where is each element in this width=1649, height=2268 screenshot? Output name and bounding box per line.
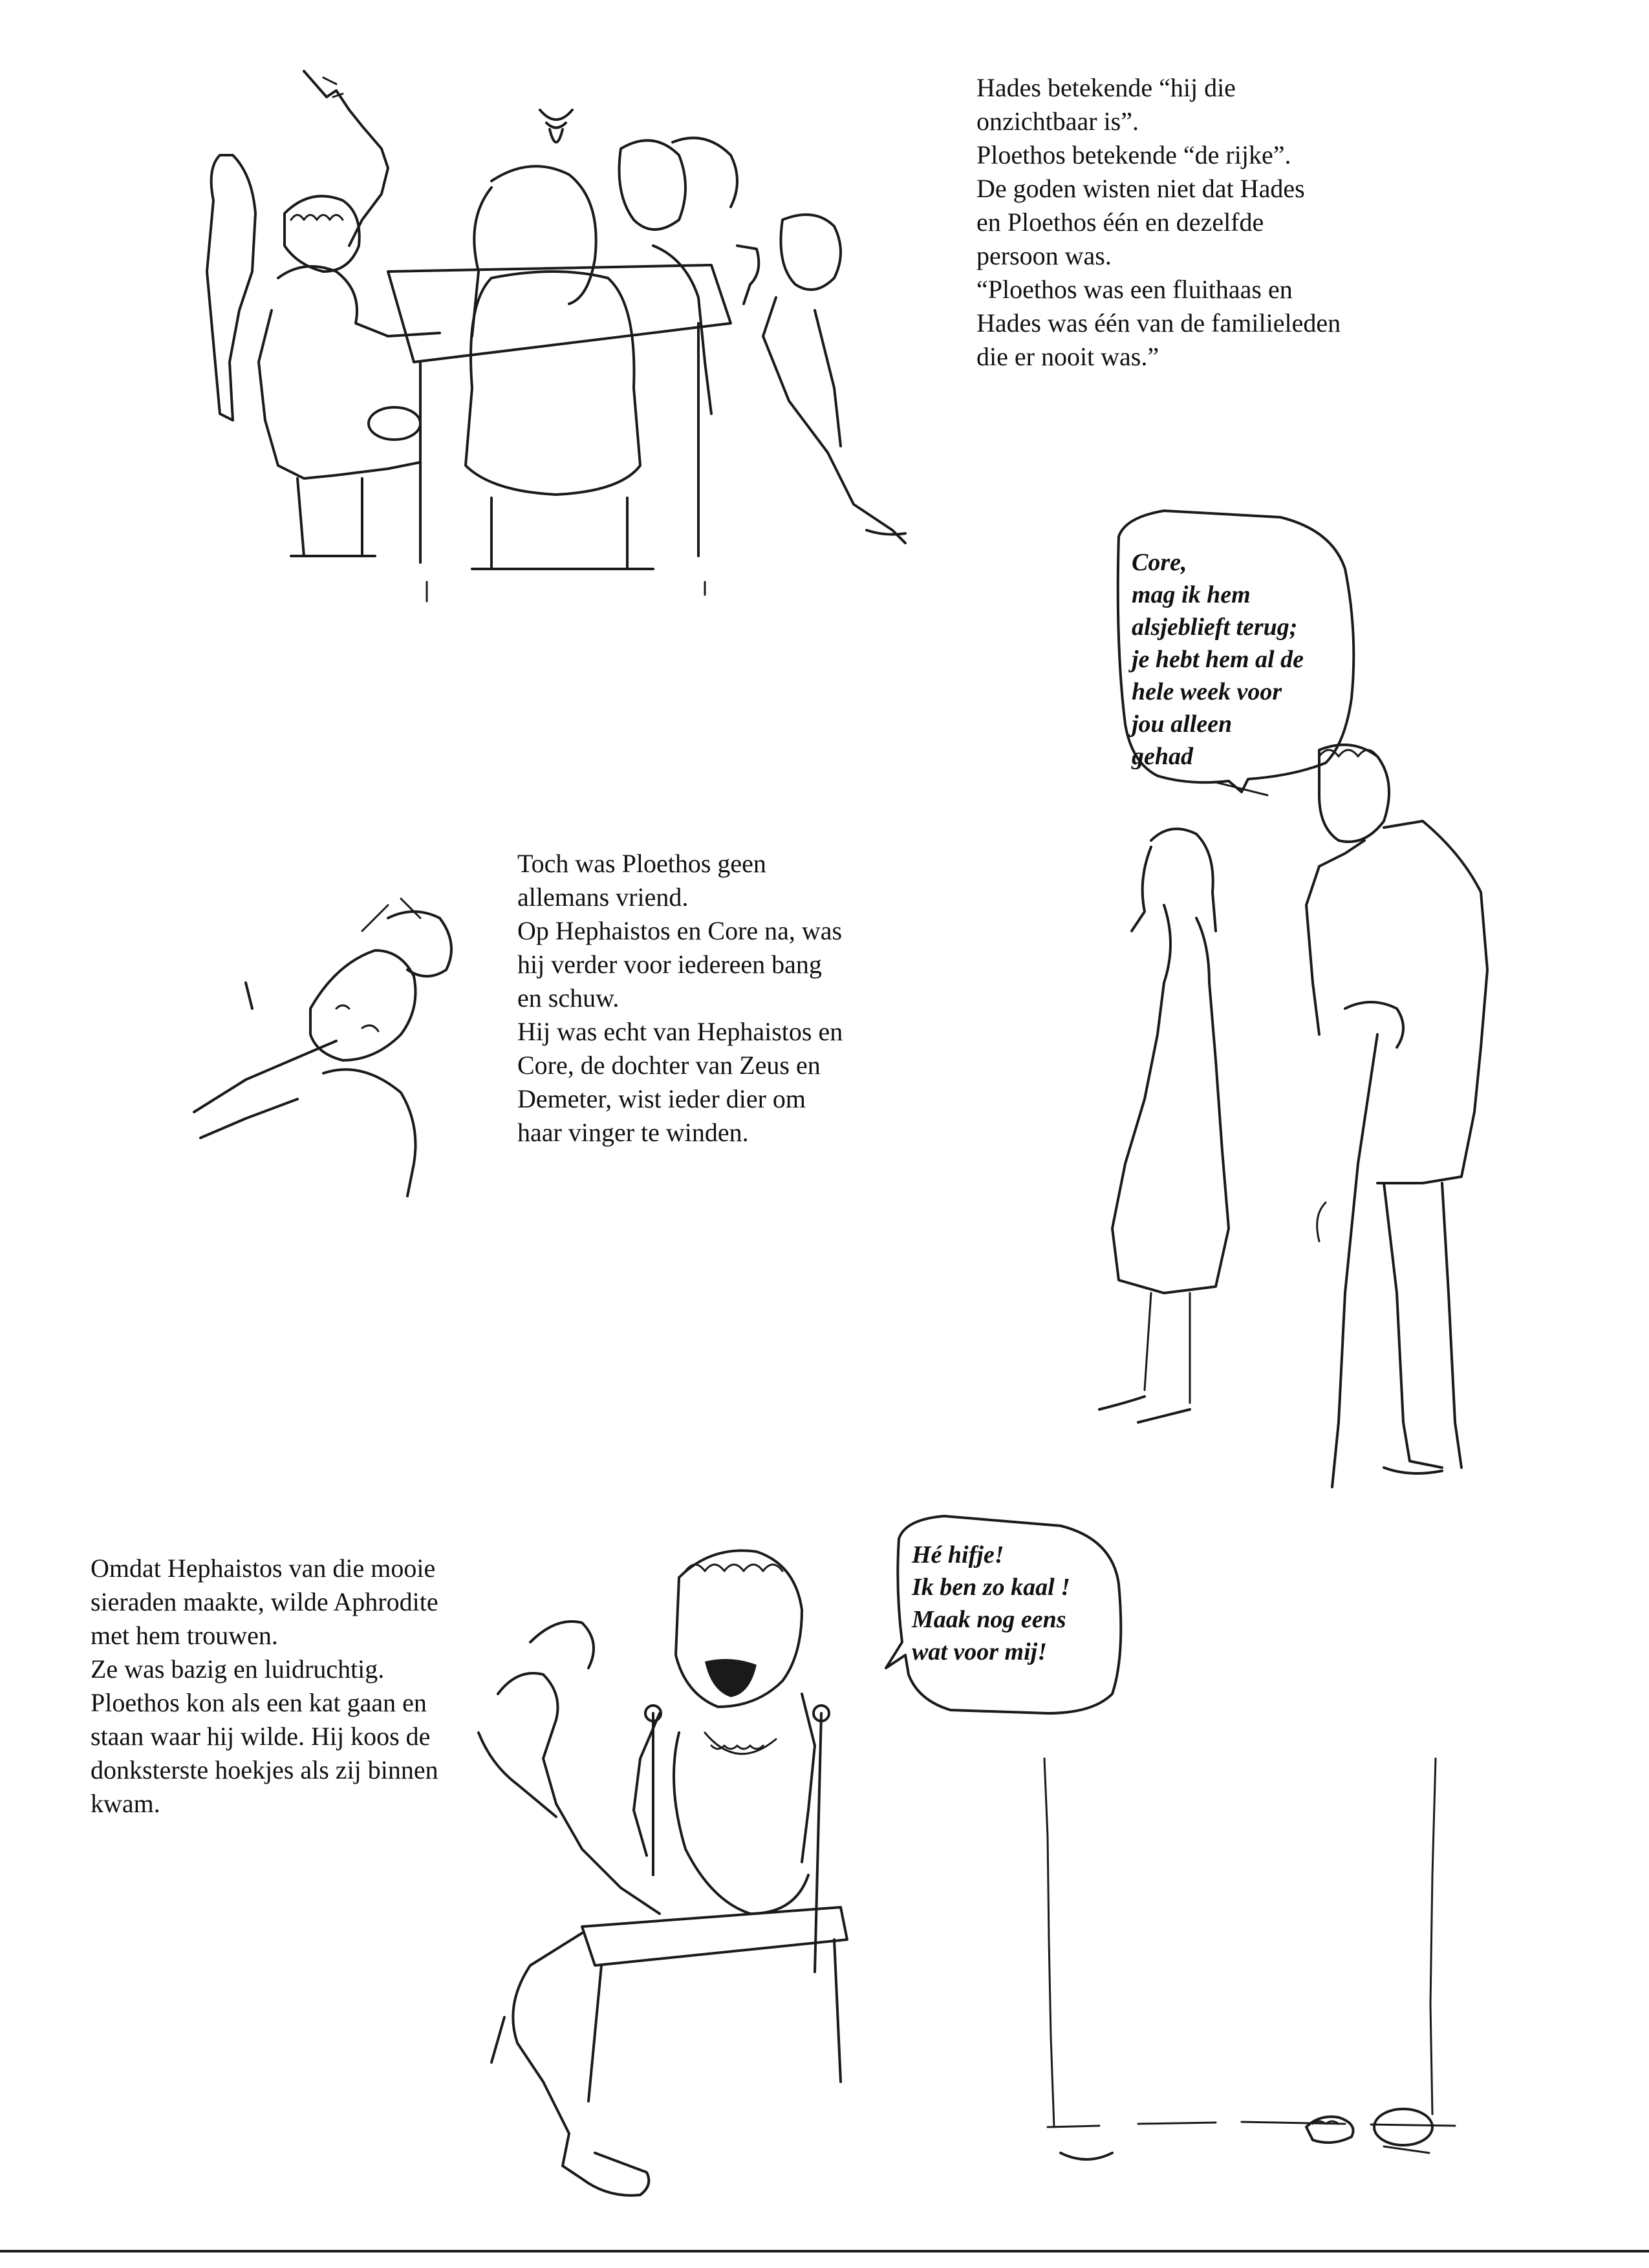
caption-line: Ze was bazig en luidruchtig. bbox=[91, 1654, 385, 1684]
caption-line: staan waar hij wilde. Hij koos de bbox=[91, 1722, 431, 1751]
caption-line: Core, de dochter van Zeus en bbox=[517, 1051, 821, 1080]
caption-line: Demeter, wist ieder dier om bbox=[517, 1084, 806, 1113]
caption-line: Op Hephaistos en Core na, was bbox=[517, 916, 843, 945]
speech-line: wat voor mij! bbox=[912, 1638, 1048, 1665]
hand-holding-ploethos-drawing bbox=[194, 899, 451, 1196]
caption-line: Hades betekende “hij die bbox=[976, 73, 1236, 102]
caption-line: De goden wisten niet dat Hades bbox=[976, 174, 1305, 203]
caption-line: kwam. bbox=[91, 1789, 160, 1818]
speech-line: mag ik hem bbox=[1132, 581, 1251, 608]
core-and-hephaistos-drawing bbox=[1099, 745, 1487, 1487]
caption-line: hij verder voor iedereen bang bbox=[517, 950, 822, 979]
caption-line: Ploethos kon als een kat gaan en bbox=[91, 1688, 427, 1717]
caption-line: donksterste hoekjes als zij binnen bbox=[91, 1755, 438, 1784]
speech-line: Core, bbox=[1132, 549, 1187, 576]
speech-line: alsjeblieft terug; bbox=[1132, 614, 1298, 641]
caption-line: en Ploethos één en dezelfde bbox=[976, 208, 1264, 237]
caption-line: met hem trouwen. bbox=[91, 1621, 278, 1650]
caption-line: Hij was echt van Hephaistos en bbox=[517, 1017, 843, 1046]
speech-line: jou alleen bbox=[1132, 711, 1233, 738]
caption-line: sieraden maakte, wilde Aphrodite bbox=[91, 1587, 438, 1616]
speech-line: gehad bbox=[1132, 743, 1193, 770]
caption-line: “Ploethos was een fluithaas en bbox=[976, 275, 1293, 304]
aphrodite-speech-text bbox=[912, 1539, 1119, 1668]
speech-line: Ik ben zo kaal ! bbox=[912, 1574, 1070, 1601]
caption-line: onzichtbaar is”. bbox=[976, 107, 1139, 136]
hades-caption bbox=[976, 71, 1429, 374]
caption-line: persoon was. bbox=[976, 241, 1112, 270]
caption-line: haar vinger te winden. bbox=[517, 1118, 749, 1147]
speech-line: je hebt hem al de bbox=[1132, 646, 1304, 673]
speech-line: Maak nog eens bbox=[912, 1606, 1066, 1633]
omdat-caption bbox=[91, 1552, 530, 1821]
page-bottom-rule bbox=[0, 2250, 1649, 2252]
caption-line: Omdat Hephaistos van die mooie bbox=[91, 1554, 436, 1583]
caption-line: allemans vriend. bbox=[517, 883, 689, 912]
gods-banquet-drawing bbox=[207, 71, 905, 601]
dark-corner-drawing bbox=[1044, 1759, 1455, 2159]
caption-line: Hades was één van de familieleden bbox=[976, 308, 1341, 337]
toch-caption bbox=[517, 847, 938, 1150]
speech-line: hele week voor bbox=[1132, 678, 1282, 705]
speech-line: Hé hifje! bbox=[912, 1541, 1004, 1568]
caption-line: Toch was Ploethos geen bbox=[517, 849, 766, 878]
core-speech-text bbox=[1132, 546, 1345, 773]
aphrodite-on-chair-drawing bbox=[479, 1550, 847, 2195]
caption-line: die er nooit was.” bbox=[976, 342, 1159, 371]
caption-line: Ploethos betekende “de rijke”. bbox=[976, 140, 1291, 169]
caption-line: en schuw. bbox=[517, 983, 620, 1012]
